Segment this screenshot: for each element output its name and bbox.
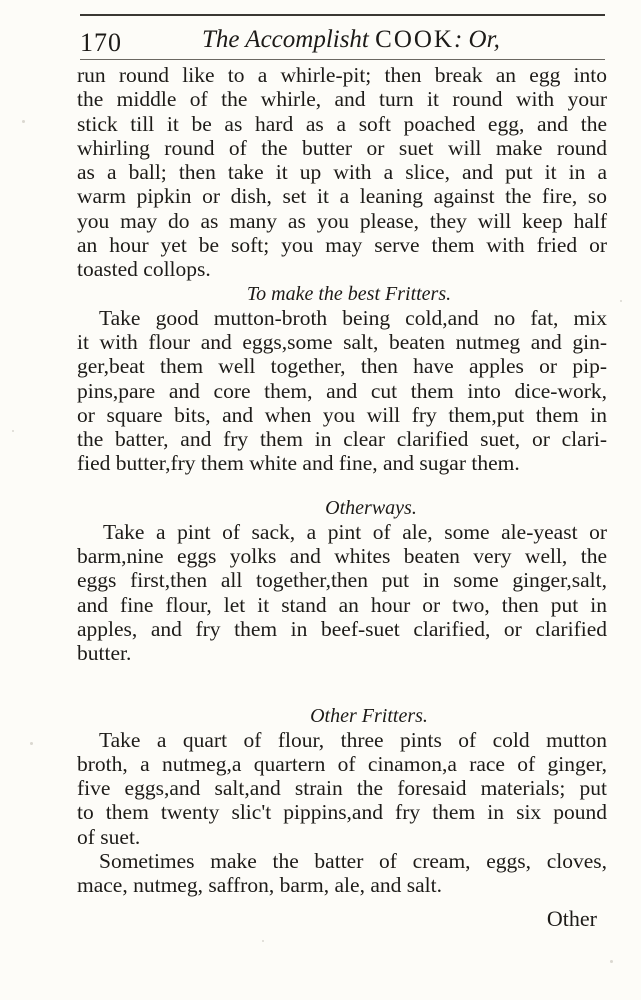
running-title-tail: : Or, bbox=[453, 26, 500, 53]
text-line: run round like to a whirle-pit; then break an egg into bbox=[77, 63, 607, 87]
catchword: Other bbox=[546, 906, 597, 931]
text-line: Take a pint of sack, a pint of ale, some ale-yeast or bbox=[103, 519, 607, 544]
text-line: mace, nutmeg, saffron, barm, ale, and salt. bbox=[77, 873, 442, 898]
text-line: eggs first,then all together,then put in some ginger,salt, bbox=[77, 568, 607, 593]
page-number: 170 bbox=[80, 28, 122, 57]
text-line: to them twenty slic't pippins,and fry them in six pound bbox=[77, 800, 607, 825]
top-rule bbox=[80, 14, 605, 16]
paper-speck bbox=[12, 430, 14, 432]
text-line: ger,beat them well together, then have apples or pip- bbox=[77, 354, 607, 379]
text-line: butter. bbox=[77, 641, 132, 666]
text-line: warm pipkin or dish, set it a leaning against the fire, so bbox=[77, 184, 607, 209]
text-line: Take good mutton-broth being cold,and no fat, mix bbox=[99, 305, 607, 330]
paper-speck bbox=[262, 940, 264, 942]
page-body bbox=[77, 63, 607, 898]
text-line: pins,pare and core them, and cut them into dice-work, bbox=[77, 378, 607, 403]
text-line: the batter, and fry them in clear clarified suet, or clari- bbox=[77, 427, 607, 452]
text-line: the middle of the whirle, and turn it round with your bbox=[77, 87, 607, 112]
recipe-paragraph bbox=[77, 520, 607, 666]
running-title-caps: COOK bbox=[375, 26, 454, 53]
text-line: fied butter,fry them white and fine, and sugar them. bbox=[77, 451, 520, 476]
page-header bbox=[80, 24, 610, 58]
header-rule bbox=[80, 59, 605, 60]
text-line: of suet. bbox=[77, 824, 141, 849]
text-line: broth, a nutmeg,a quartern of cinamon,a race of ginger, bbox=[77, 751, 607, 776]
recipe-heading: To make the best Fritters. bbox=[246, 282, 452, 305]
running-title bbox=[202, 26, 500, 54]
text-line: whirling round of the butter or suet will make round bbox=[77, 135, 607, 160]
text-line: an hour yet be soft; you may serve them with fried or bbox=[77, 233, 607, 258]
text-line: and fine flour, let it stand an hour or two, then put in bbox=[77, 592, 607, 617]
paper-speck bbox=[610, 960, 613, 963]
continuation-paragraph bbox=[77, 63, 607, 282]
paper-speck bbox=[30, 742, 33, 745]
paper-speck bbox=[22, 120, 25, 123]
recipe-paragraph bbox=[77, 306, 607, 476]
text-line: apples, and fry them in beef-suet clarified, or clarified bbox=[77, 616, 607, 641]
text-line: Take a quart of flour, three pints of cold mutton bbox=[99, 727, 607, 752]
recipe-heading: Otherways. bbox=[325, 496, 417, 519]
recipe-heading: Other Fritters. bbox=[310, 704, 428, 727]
running-title-italic: The Accomplisht bbox=[202, 26, 369, 53]
text-line: or square bits, and when you will fry them,put them in bbox=[77, 402, 607, 427]
text-line: Sometimes make the batter of cream, eggs, cloves, bbox=[99, 849, 607, 874]
text-line: it with flour and eggs,some salt, beaten nutmeg and gin- bbox=[77, 329, 607, 354]
text-line: five eggs,and salt,and strain the foresaid materials; put bbox=[77, 776, 607, 801]
text-line: as a ball; then take it up with a slice, and put it in a bbox=[77, 160, 607, 185]
text-line: barm,nine eggs yolks and whites beaten very well, the bbox=[77, 544, 607, 569]
paper-speck bbox=[620, 300, 622, 302]
text-line: stick till it be as hard as a soft poached egg, and the bbox=[77, 111, 607, 136]
text-line: toasted collops. bbox=[77, 257, 211, 282]
recipe-paragraph bbox=[77, 728, 607, 898]
text-line: you may do as many as you please, they will keep half bbox=[77, 208, 607, 233]
